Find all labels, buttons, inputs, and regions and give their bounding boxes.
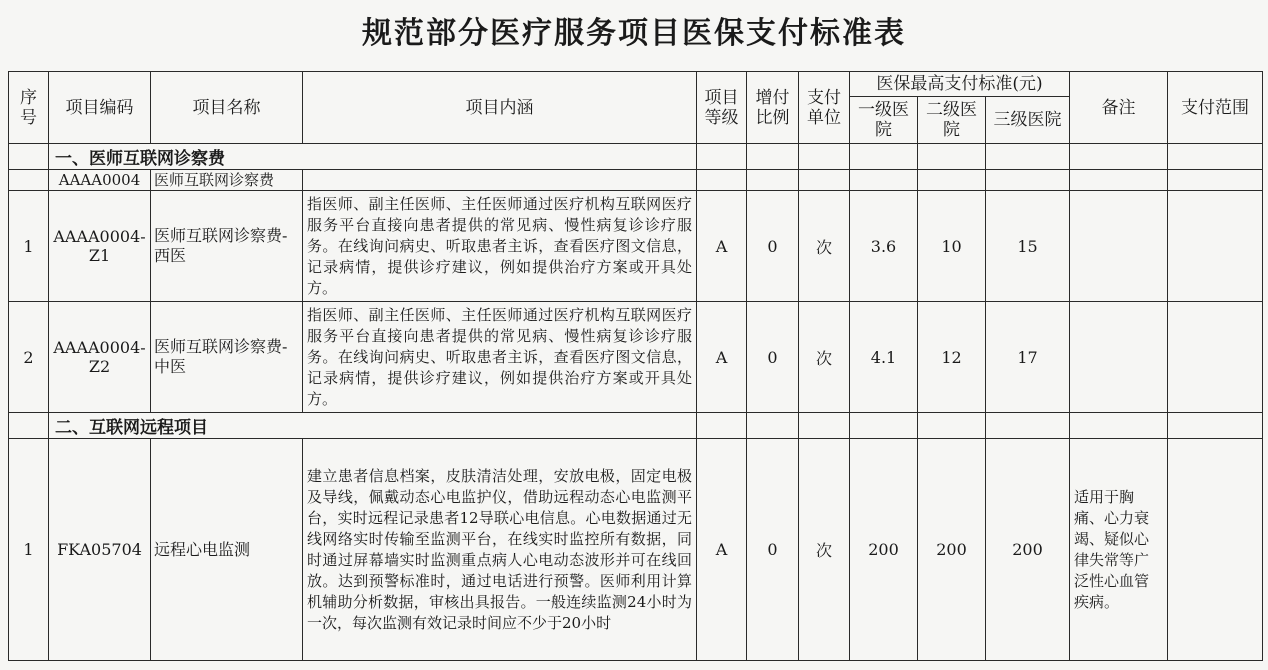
section-row [9, 144, 1263, 170]
row-scope [1168, 302, 1263, 413]
header-level1: 一级医院 [850, 97, 918, 144]
header-level2: 二级医院 [918, 97, 986, 144]
header-unit: 支付单位 [799, 72, 850, 144]
header-seq: 序号 [9, 72, 49, 144]
group-row [9, 170, 1263, 191]
row-code: FKA05704 [49, 439, 151, 661]
row-seq: 2 [9, 302, 49, 413]
header-scope: 支付范围 [1168, 72, 1263, 144]
header-standard: 医保最高支付标准(元) [850, 72, 1070, 97]
row-grade: A [697, 191, 747, 302]
group-code: AAAA0004 [49, 170, 151, 191]
row-remark [1070, 302, 1168, 413]
row-remark: 适用于胸痛、心力衰竭、疑似心律失常等广泛性心血管疾病。 [1070, 439, 1168, 661]
row-level1: 200 [850, 439, 918, 661]
row-unit: 次 [799, 439, 850, 661]
header-level3: 三级医院 [986, 97, 1070, 144]
row-name: 远程心电监测 [151, 439, 303, 661]
row-content: 指医师、副主任医师、主任医师通过医疗机构互联网医疗服务平台直接向患者提供的常见病、慢性病复诊诊疗服务。在线询问病史、听取患者主诉，查看医疗图文信息，记录病情，提供诊疗建议，例如提供治疗方案或开具处方。 [303, 302, 697, 413]
row-ratio: 0 [747, 439, 799, 661]
row-grade: A [697, 302, 747, 413]
row-scope [1168, 439, 1263, 661]
row-ratio: 0 [747, 302, 799, 413]
row-grade: A [697, 439, 747, 661]
row-unit: 次 [799, 302, 850, 413]
group-name: 医师互联网诊察费 [151, 170, 303, 191]
header-ratio: 增付比例 [747, 72, 799, 144]
table-row [9, 302, 1263, 413]
standard-table [8, 71, 1263, 661]
header-name: 项目名称 [151, 72, 303, 144]
row-level3: 200 [986, 439, 1070, 661]
row-level2: 12 [918, 302, 986, 413]
row-level2: 10 [918, 191, 986, 302]
section-title: 一、医师互联网诊察费 [49, 144, 697, 170]
row-code: AAAA0004-Z2 [49, 302, 151, 413]
section-row [9, 413, 1263, 439]
row-content: 建立患者信息档案，皮肤清洁处理，安放电极，固定电极及导线，佩戴动态心电监护仪，借助远程动态心电监测平台，实时远程记录患者12导联心电信息。心电数据通过无线网络实时传输至监测平台，在线实时监控所有数据，同时通过屏幕墙实时监测重点病人心电动态波形并可在线回放。达到预警标准时，通过电话进行预警。医师利用计算机辅助分析数据，审核出具报告。一般连续监测24小时为一次，每次监测有效记录时间应不少于20小时 [303, 439, 697, 661]
row-code: AAAA0004-Z1 [49, 191, 151, 302]
header-grade: 项目等级 [697, 72, 747, 144]
header-content: 项目内涵 [303, 72, 697, 144]
row-ratio: 0 [747, 191, 799, 302]
header-remark: 备注 [1070, 72, 1168, 144]
row-seq: 1 [9, 439, 49, 661]
row-level3: 15 [986, 191, 1070, 302]
row-scope [1168, 191, 1263, 302]
section-title: 二、互联网远程项目 [49, 413, 697, 439]
table-row [9, 191, 1263, 302]
row-name: 医师互联网诊察费-中医 [151, 302, 303, 413]
page-title: 规范部分医疗服务项目医保支付标准表 [362, 16, 906, 51]
row-level1: 4.1 [850, 302, 918, 413]
row-level2: 200 [918, 439, 986, 661]
row-content: 指医师、副主任医师、主任医师通过医疗机构互联网医疗服务平台直接向患者提供的常见病、慢性病复诊诊疗服务。在线询问病史、听取患者主诉，查看医疗图文信息，记录病情，提供诊疗建议，例如提供治疗方案或开具处方。 [303, 191, 697, 302]
row-unit: 次 [799, 191, 850, 302]
row-level3: 17 [986, 302, 1070, 413]
row-seq: 1 [9, 191, 49, 302]
row-level1: 3.6 [850, 191, 918, 302]
row-remark [1070, 191, 1168, 302]
row-name: 医师互联网诊察费-西医 [151, 191, 303, 302]
header-code: 项目编码 [49, 72, 151, 144]
table-row [9, 439, 1263, 661]
